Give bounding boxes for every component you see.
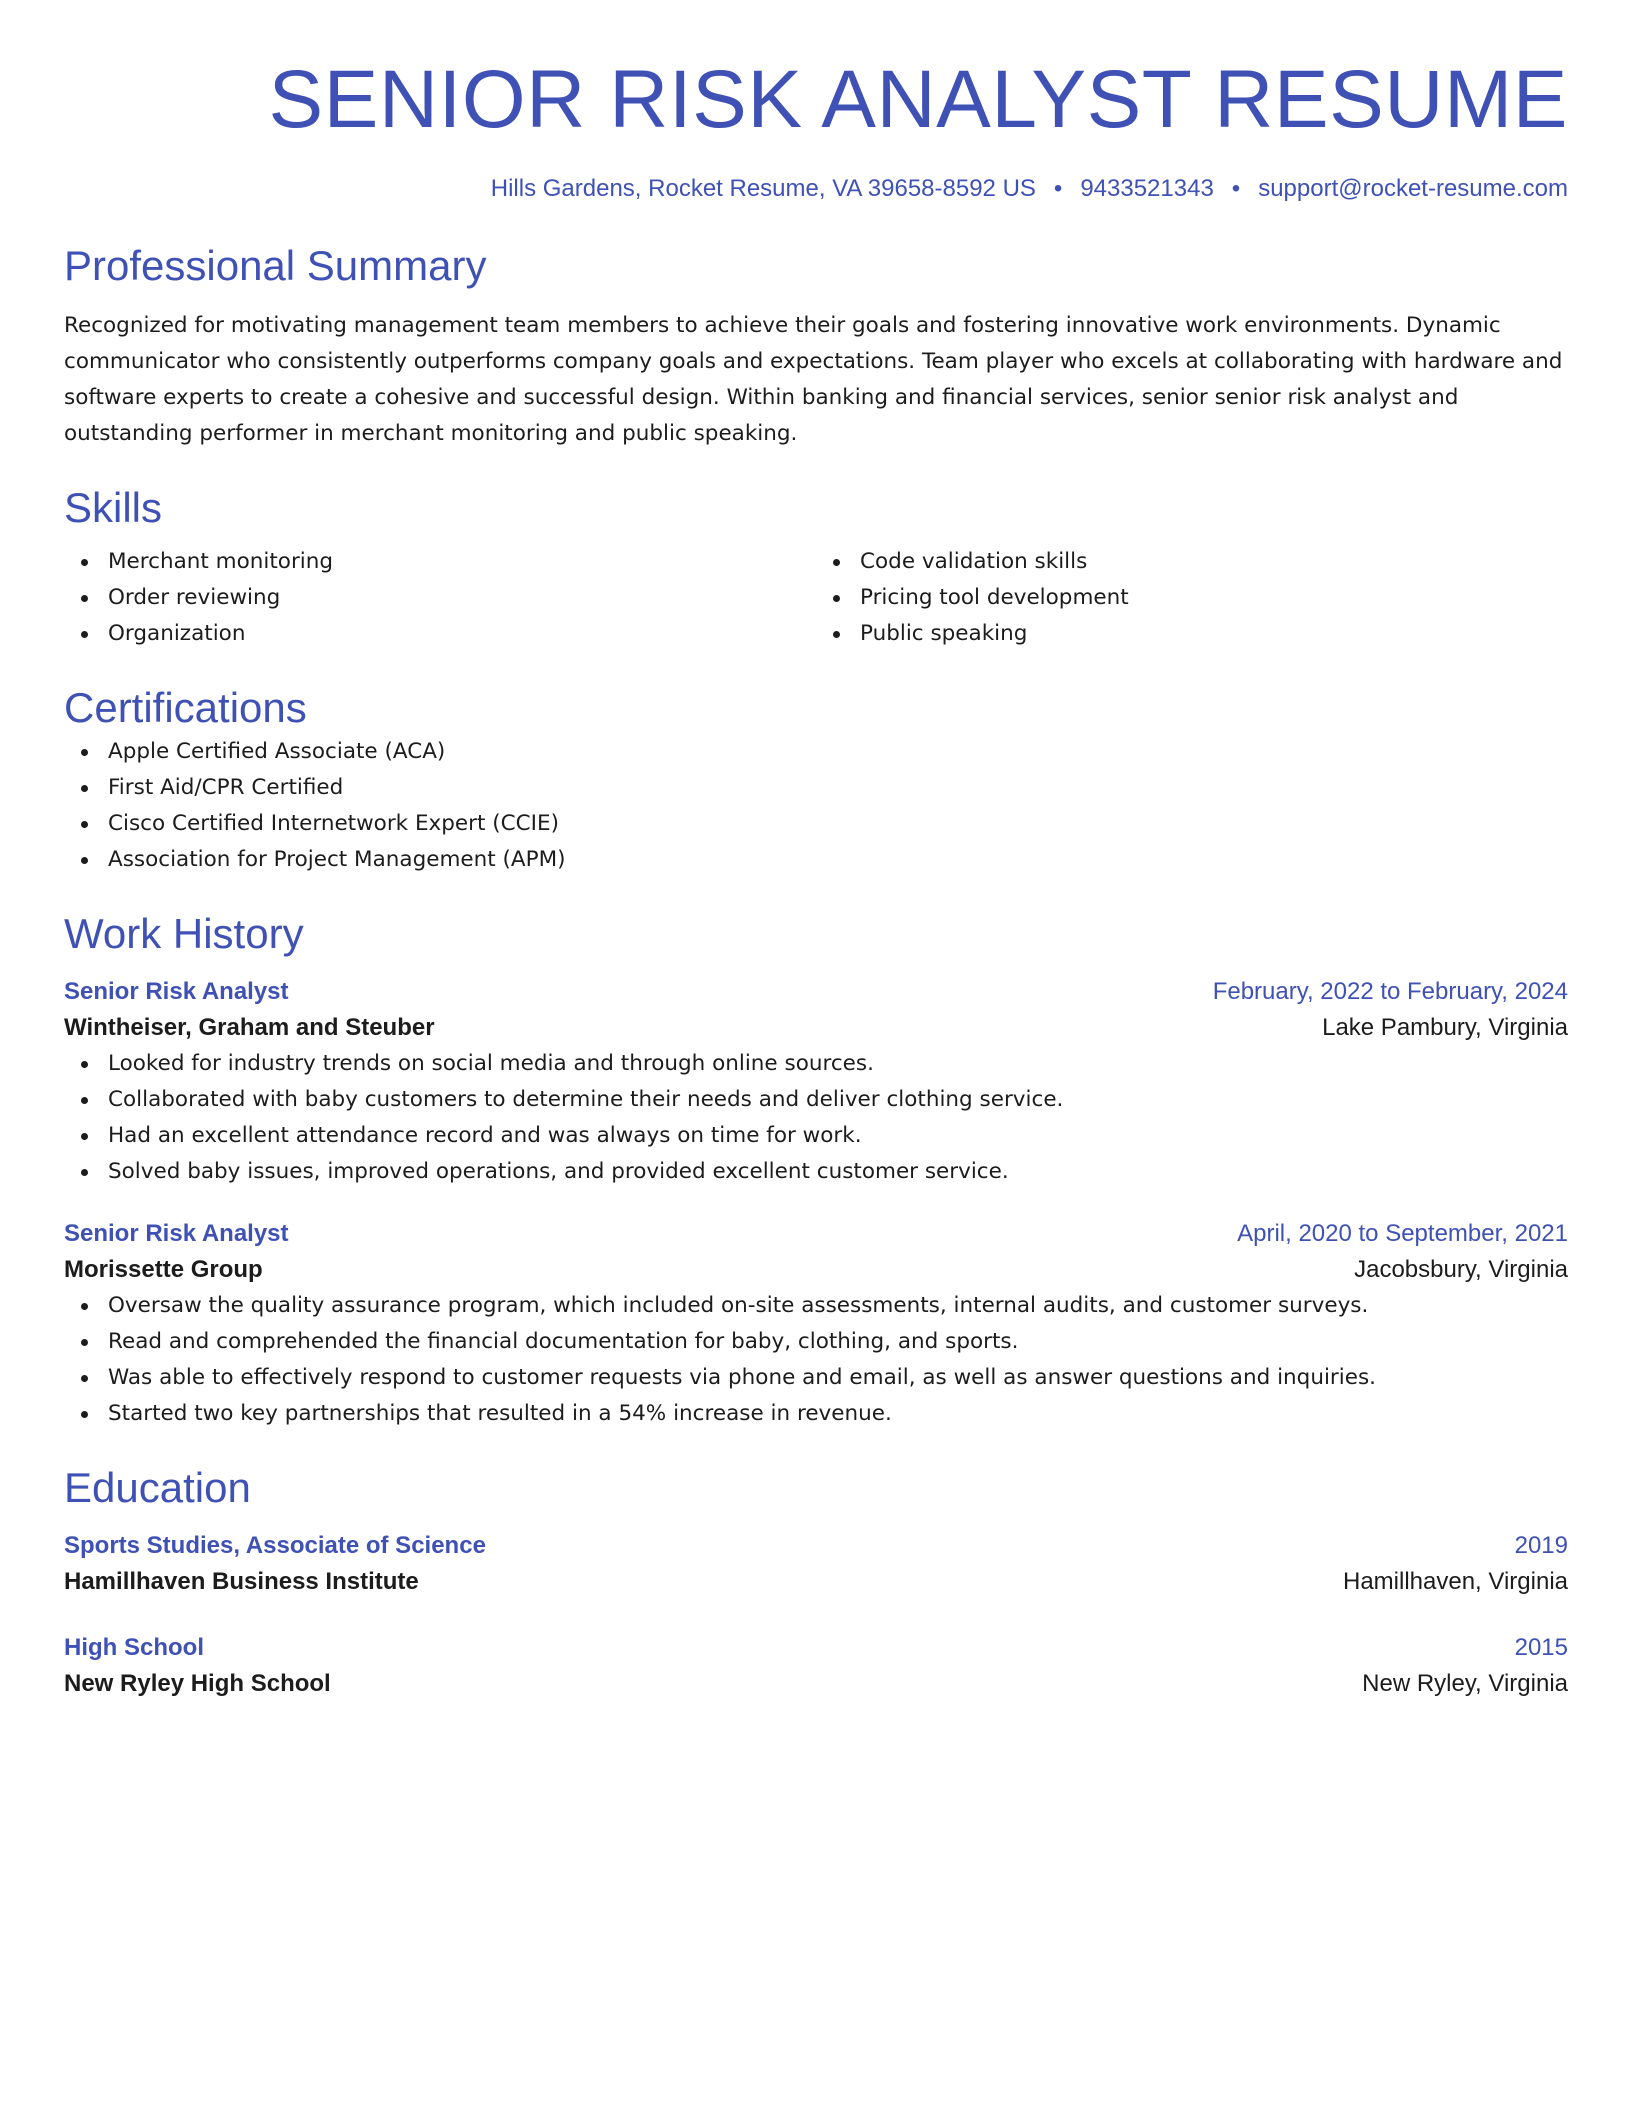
job-title-row [64, 974, 1568, 1010]
job-title: Senior Risk Analyst [64, 978, 289, 1005]
education-degree: High School [64, 1634, 204, 1661]
job-bullet: Oversaw the quality assurance program, which included on-site assessments, internal audits, and customer surveys. [64, 1288, 1568, 1324]
skill-item: Code validation skills [816, 544, 1568, 580]
job-bullet: Looked for industry trends on social media and through online sources. [64, 1046, 1568, 1082]
skills-heading: Skills [64, 484, 163, 531]
job-entry [64, 974, 1568, 1190]
job-bullet: Read and comprehended the financial documentation for baby, clothing, and sports. [64, 1324, 1568, 1360]
certifications-section [64, 682, 1568, 878]
education-degree-row [64, 1528, 1568, 1564]
summary-heading: Professional Summary [64, 242, 487, 289]
contact-phone: 9433521343 [1080, 175, 1214, 202]
contact-email: support@rocket-resume.com [1258, 175, 1568, 202]
skill-item: Pricing tool development [816, 580, 1568, 616]
summary-section [64, 240, 1568, 452]
skill-item: Merchant monitoring [64, 544, 816, 580]
summary-text: Recognized for motivating management team members to achieve their goals and fostering innovative work environments. Dynamic communicator who consistently outperforms company goals and expectations. Team player who excels at collaborating with hardware and software experts to create a cohesive and successful design. Within banking and financial services, senior senior risk analyst and outstanding performer in merchant monitoring and public speaking. [64, 313, 1563, 446]
education-heading: Education [64, 1464, 251, 1511]
skill-item: Order reviewing [64, 580, 816, 616]
job-location: Lake Pambury, Virginia [1322, 1014, 1568, 1041]
work-history-section [64, 908, 1568, 1432]
education-school: New Ryley High School [64, 1670, 331, 1697]
resume-header [64, 50, 1568, 204]
contact-address: Hills Gardens, Rocket Resume, VA 39658-8592 US [490, 175, 1036, 202]
job-company-row [64, 1010, 1568, 1046]
job-bullets [64, 1046, 1568, 1190]
certifications-heading: Certifications [64, 684, 307, 731]
education-entry [64, 1528, 1568, 1600]
skills-list-left [64, 544, 816, 652]
job-bullets [64, 1288, 1568, 1432]
job-company: Morissette Group [64, 1256, 263, 1283]
skills-list-right [816, 544, 1568, 652]
education-degree: Sports Studies, Associate of Science [64, 1532, 486, 1559]
job-entry [64, 1216, 1568, 1432]
work-history-heading: Work History [64, 910, 304, 957]
certifications-list [64, 734, 1568, 878]
job-bullet: Had an excellent attendance record and was always on time for work. [64, 1118, 1568, 1154]
education-school-row [64, 1564, 1568, 1600]
job-title-row [64, 1216, 1568, 1252]
skills-section [64, 482, 1568, 652]
job-company: Wintheiser, Graham and Steuber [64, 1014, 435, 1041]
education-location: New Ryley, Virginia [1362, 1670, 1568, 1697]
job-company-row [64, 1252, 1568, 1288]
certification-item: Apple Certified Associate (ACA) [64, 734, 1568, 770]
contact-separator: • [1231, 175, 1241, 202]
certification-item: Association for Project Management (APM) [64, 842, 1568, 878]
job-title: Senior Risk Analyst [64, 1220, 289, 1247]
skills-column-left [64, 544, 816, 652]
skills-column-right [816, 544, 1568, 652]
job-location: Jacobsbury, Virginia [1354, 1256, 1568, 1283]
certification-item: First Aid/CPR Certified [64, 770, 1568, 806]
job-bullet: Solved baby issues, improved operations, and provided excellent customer service. [64, 1154, 1568, 1190]
certification-item: Cisco Certified Internetwork Expert (CCIE) [64, 806, 1568, 842]
education-school-row [64, 1666, 1568, 1702]
job-bullet: Collaborated with baby customers to determine their needs and deliver clothing service. [64, 1082, 1568, 1118]
skill-item: Organization [64, 616, 816, 652]
contact-separator: • [1053, 175, 1063, 202]
education-year: 2019 [1514, 1532, 1568, 1559]
job-dates: February, 2022 to February, 2024 [1212, 978, 1568, 1005]
job-bullet: Started two key partnerships that resulted in a 54% increase in revenue. [64, 1396, 1568, 1432]
education-entry [64, 1630, 1568, 1702]
job-bullet: Was able to effectively respond to customer requests via phone and email, as well as answer questions and inquiries. [64, 1360, 1568, 1396]
education-location: Hamillhaven, Virginia [1343, 1568, 1568, 1595]
skills-grid [64, 544, 1568, 652]
skill-item: Public speaking [816, 616, 1568, 652]
education-degree-row [64, 1630, 1568, 1666]
education-section [64, 1462, 1568, 1702]
resume-title: SENIOR RISK ANALYST RESUME [268, 54, 1568, 145]
contact-line [64, 174, 1568, 204]
education-year: 2015 [1514, 1634, 1568, 1661]
job-dates: April, 2020 to September, 2021 [1237, 1220, 1568, 1247]
education-school: Hamillhaven Business Institute [64, 1568, 419, 1595]
